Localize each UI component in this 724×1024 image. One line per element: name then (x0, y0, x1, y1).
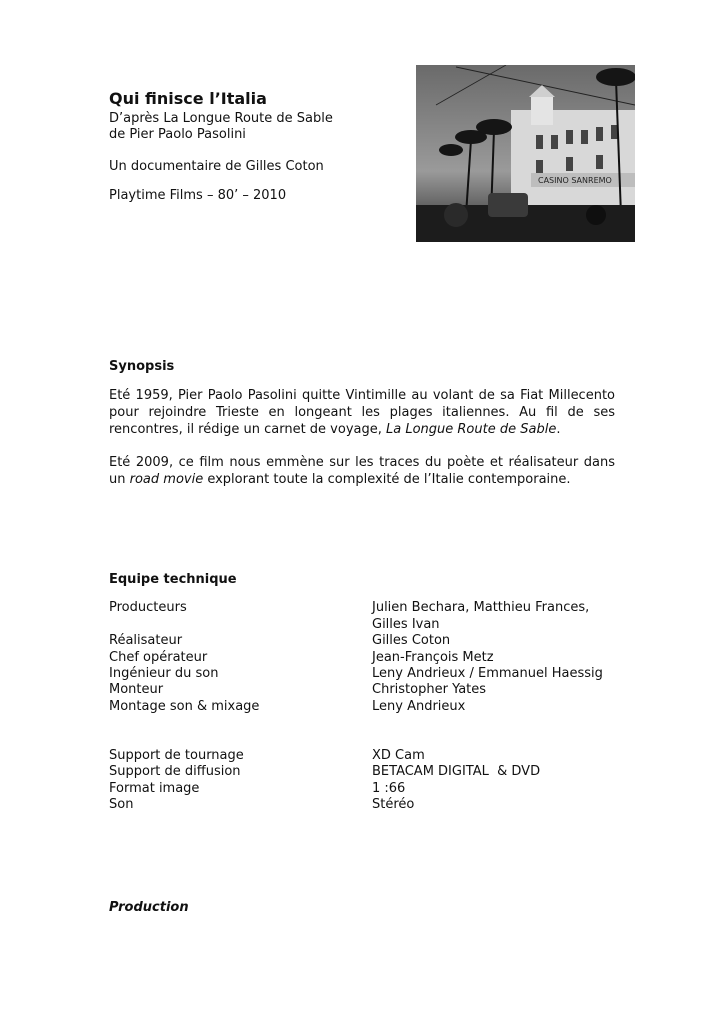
crew-value-sound-mix: Leny Andrieux (372, 699, 466, 714)
crew-value-director: Gilles Coton (372, 633, 451, 648)
synopsis-p1-end: . (556, 422, 561, 437)
production-heading: Production (109, 900, 189, 915)
synopsis-heading: Synopsis (109, 359, 175, 374)
crew-heading: Equipe technique (109, 572, 237, 587)
crew-label-cinematographer: Chef opérateur (109, 650, 208, 665)
casino-sign: CASINO SANREMO (538, 176, 612, 185)
film-still-image (416, 65, 635, 242)
subtitle-line-1: D’après La Longue Route de Sable (109, 111, 333, 126)
tech-value-shooting-format: XD Cam (372, 748, 425, 763)
tech-label-image-format: Format image (109, 781, 200, 796)
film-title: Qui finisce l’Italia (109, 89, 267, 108)
synopsis-p2-road-movie: road movie (129, 472, 204, 487)
production-credit: Playtime Films – 80’ – 2010 (109, 188, 287, 203)
synopsis-p2-text: Eté 2009, ce film nous emmène sur les traces du poète et réalisateur dans un (109, 455, 615, 487)
tech-value-image-format: 1 :66 (372, 781, 406, 796)
crew-label-editor: Monteur (109, 682, 164, 697)
tech-label-sound: Son (109, 797, 134, 812)
documentary-credit: Un documentaire de Gilles Coton (109, 159, 324, 174)
subtitle-line-2: de Pier Paolo Pasolini (109, 127, 246, 142)
crew-label-director: Réalisateur (109, 633, 183, 648)
synopsis-p2-end: explorant toute la complexité de l’Italie contemporaine. (203, 472, 571, 487)
crew-value-editor: Christopher Yates (372, 682, 487, 697)
synopsis-paragraph-1 (109, 387, 615, 438)
film-still-photo (416, 65, 635, 242)
tech-label-broadcast-format: Support de diffusion (109, 764, 241, 779)
crew-value-cinematographer: Jean-François Metz (372, 650, 494, 665)
crew-value-producers-line2: Gilles Ivan (372, 617, 440, 632)
synopsis-p1-text: Eté 1959, Pier Paolo Pasolini quitte Vintimille au volant de sa Fiat Millecento pour rejoindre Trieste en longeant les plages italiennes. Au fil de ses rencontres, il rédige un carnet de voyage, (109, 388, 615, 437)
crew-value-producers-line1: Julien Bechara, Matthieu Frances, (372, 600, 590, 615)
tech-value-broadcast-format: BETACAM DIGITAL & DVD (372, 764, 541, 779)
tech-value-sound: Stéréo (372, 797, 415, 812)
crew-label-sound-mix: Montage son & mixage (109, 699, 260, 714)
synopsis-p1-book-title: La Longue Route de Sable (386, 422, 557, 437)
tech-label-shooting-format: Support de tournage (109, 748, 244, 763)
crew-label-producers: Producteurs (109, 600, 187, 615)
crew-value-sound-engineer: Leny Andrieux / Emmanuel Haessig (372, 666, 603, 681)
synopsis-paragraph-2 (109, 454, 615, 488)
crew-label-sound-engineer: Ingénieur du son (109, 666, 219, 681)
